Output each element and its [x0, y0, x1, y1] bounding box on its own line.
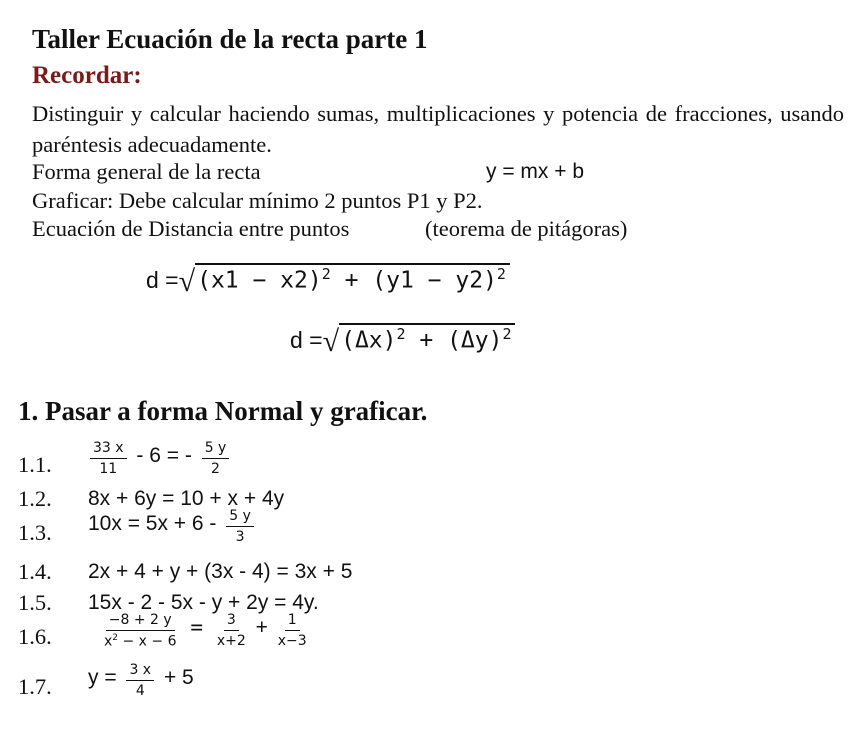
formula-radicand	[195, 263, 510, 294]
expr-text: - 6 = -	[136, 444, 192, 468]
page-title: Taller Ecuación de la recta parte 1	[32, 24, 428, 54]
equals-sign: =	[190, 615, 203, 640]
fraction-denominator: 3	[235, 529, 245, 545]
formula2-exp-y: 2	[502, 325, 512, 344]
expr-text: + 5	[163, 666, 194, 690]
distancia-note: (teorema de pitágoras)	[425, 216, 628, 241]
distancia-label: Ecuación de Distancia entre puntos	[32, 216, 350, 241]
formula-term-x: (x1 − x2)	[197, 268, 322, 294]
exercise-number: 1.4.	[18, 559, 52, 584]
formula-exp-y: 2	[496, 265, 506, 284]
sqrt-icon: √	[178, 265, 196, 298]
fraction	[226, 508, 254, 545]
formula2-term-y: (Δy)	[447, 328, 503, 354]
fraction-denominator: 4	[135, 683, 145, 699]
recordar-heading: Recordar:	[32, 62, 142, 89]
forma-general-equation: y = mx + b	[486, 160, 585, 183]
formula-plus: +	[330, 268, 373, 294]
sqrt-icon: √	[322, 325, 340, 358]
fraction	[217, 612, 246, 649]
exercise-1-5: 15x - 2 - 5x - y + 2y = 4y.	[88, 591, 319, 614]
exercise-number: 1.5.	[18, 590, 52, 615]
formula-exp-x: 2	[321, 265, 331, 284]
exercise-1-3	[88, 508, 258, 545]
plus-sign: +	[255, 616, 268, 640]
delta-distance-formula	[290, 322, 515, 356]
exercise-number: 1.7.	[18, 674, 52, 699]
formula2-radicand	[339, 323, 515, 354]
fraction-denominator	[104, 631, 177, 650]
denominator-exponent: 2	[112, 633, 119, 643]
formula2-plus: +	[405, 328, 448, 354]
intro-paragraph: Distinguir y calcular haciendo sumas, multiplicaciones y potencia de fracciones, usando paréntesis adecuadamente.	[32, 101, 844, 157]
formula2-lhs: d =	[290, 327, 323, 353]
fraction-numerator: 3 x	[126, 662, 154, 681]
graficar-text: Graficar: Debe calcular mínimo 2 puntos P1 y P2.	[32, 188, 483, 213]
fraction-numerator: 5 y	[226, 508, 254, 527]
forma-general-label: Forma general de la recta	[32, 159, 261, 184]
fraction-denominator: x−3	[277, 633, 307, 650]
fraction	[104, 612, 177, 650]
fraction-numerator: −8 + 2 y	[106, 612, 175, 631]
exercise-number: 1.6.	[18, 624, 52, 649]
exercise-number: 1.2.	[18, 486, 52, 511]
exercise-1-7	[88, 662, 194, 699]
fraction	[278, 612, 307, 649]
exercise-1-6	[100, 612, 311, 650]
formula2-term-x: (Δx)	[341, 328, 397, 354]
fraction-denominator: 11	[99, 461, 118, 477]
distance-formula	[146, 262, 510, 296]
fraction	[202, 440, 230, 477]
exercise-number: 1.3.	[18, 520, 52, 545]
section-title: 1. Pasar a forma Normal y graficar.	[18, 396, 428, 426]
fraction	[90, 440, 127, 477]
fraction-numerator: 3	[224, 612, 239, 631]
fraction-denominator: 2	[211, 461, 220, 477]
formula-lhs: d =	[146, 267, 179, 293]
fraction	[126, 662, 154, 699]
expr-text: y =	[88, 666, 117, 690]
exercise-1-4: 2x + 4 + y + (3x - 4) = 3x + 5	[88, 560, 353, 583]
formula-term-y: (y1 − y2)	[372, 268, 497, 294]
exercise-number: 1.1.	[18, 452, 52, 477]
formula2-exp-x: 2	[396, 325, 406, 344]
denominator-base: x	[104, 633, 113, 650]
fraction-numerator: 1	[285, 612, 300, 631]
exercise-1-2: 8x + 6y = 10 + x + 4y	[88, 487, 285, 510]
denominator-rest: − x − 6	[118, 633, 177, 650]
expr-text: 10x = 5x + 6 -	[88, 512, 217, 536]
fraction-numerator: 33 x	[90, 440, 127, 459]
fraction-denominator: x+2	[216, 633, 246, 650]
fraction-numerator: 5 y	[202, 440, 230, 459]
exercise-1-1	[86, 440, 233, 477]
